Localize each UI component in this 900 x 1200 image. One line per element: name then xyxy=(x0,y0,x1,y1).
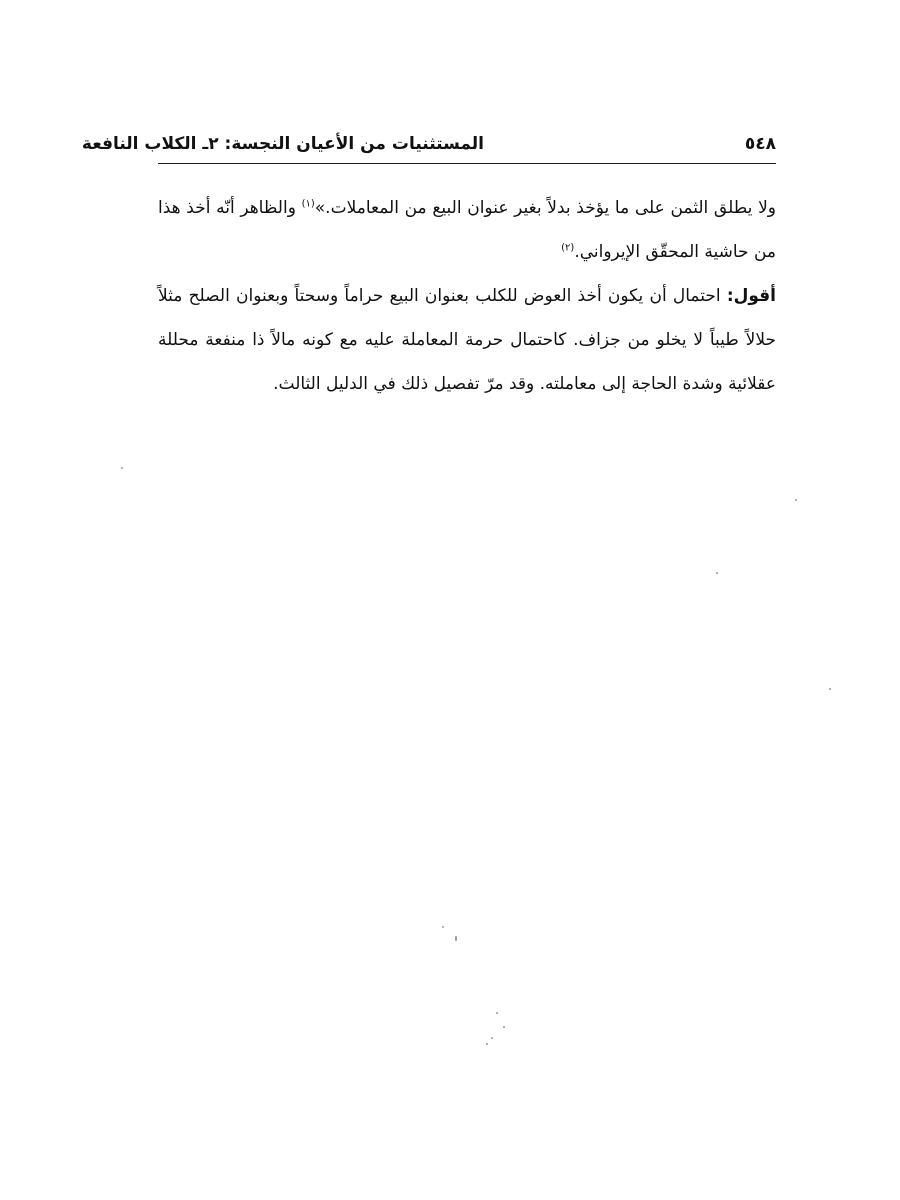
scan-speck xyxy=(503,1026,505,1028)
scan-speck xyxy=(829,688,831,690)
paragraph-1-text-a: ولا يطلق الثمن على ما يؤخذ بدلاً بغير عنوان البيع من المعاملات.» xyxy=(314,198,776,218)
scan-speck xyxy=(486,1043,488,1045)
scan-speck xyxy=(442,926,444,928)
paragraph-2-lead: أقول: xyxy=(726,286,776,306)
page-number: ٥٤٨ xyxy=(744,134,776,154)
running-title: المستثنيات من الأعيان النجسة: ٢ـ الكلاب النافعة xyxy=(81,134,484,154)
scan-speck xyxy=(455,936,457,941)
body-text xyxy=(158,186,776,406)
paragraph-1-text-b: والظاهر أنّه أخذ هذا من حاشية المحقّق الإيرواني. xyxy=(158,198,776,262)
scan-speck xyxy=(496,1012,498,1014)
footnote-ref-2: (٢) xyxy=(561,242,575,254)
page-header xyxy=(81,132,776,160)
scan-speck xyxy=(491,1037,493,1039)
scan-speck xyxy=(121,467,123,469)
scan-speck xyxy=(716,572,718,574)
scan-speck xyxy=(795,499,797,501)
header-divider xyxy=(158,163,776,164)
paragraph-2-text: احتمال أن يكون أخذ العوض للكلب بعنوان البيع حراماً وسحتاً وبعنوان الصلح مثلاً حلالاً طيباً لا يخلو من جزاف. كاحتمال حرمة المعاملة عليه مع كونه مالاً ذا منفعة محللة عقلائية وشدة الحاجة إلى معاملته. وقد مرّ تفصيل ذلك في الدليل الثالث. xyxy=(158,286,776,394)
paragraph-2 xyxy=(158,274,776,406)
paragraph-1 xyxy=(158,186,776,274)
footnote-ref-1: (١) xyxy=(301,198,315,210)
